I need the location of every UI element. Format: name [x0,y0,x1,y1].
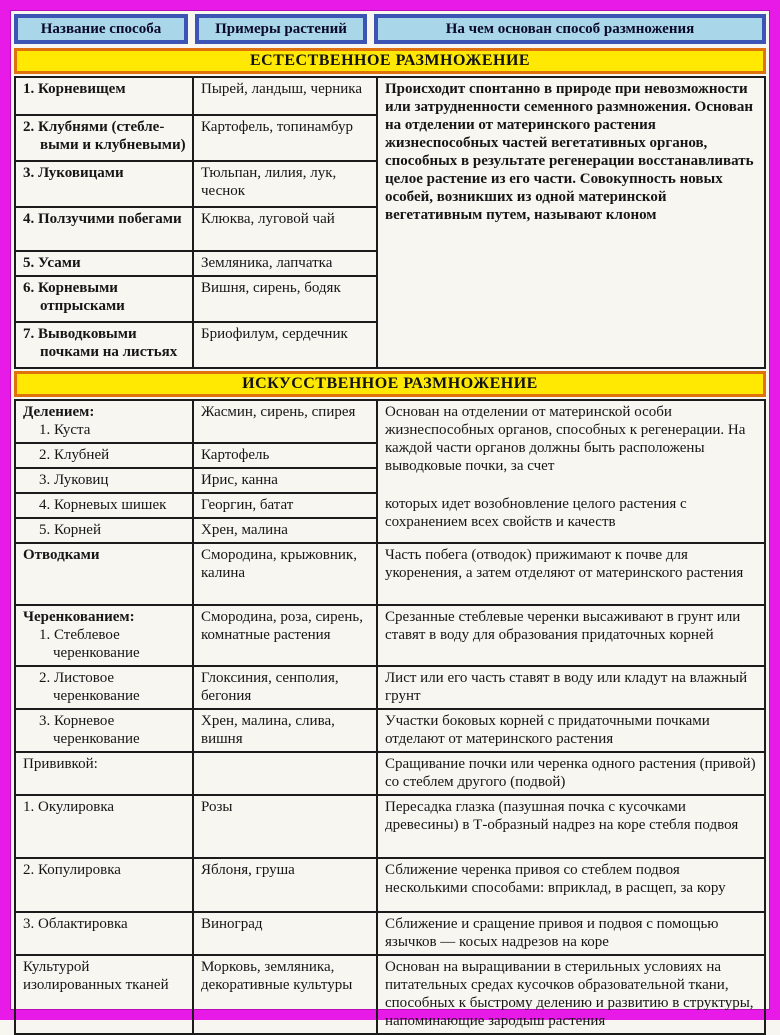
method-cell: 4. Корневых шишек [15,493,193,518]
division-basis-cell [377,400,765,543]
examples-cell: Вишня, сирень, бодяк [193,276,377,322]
examples-cell: Смородина, роза, сирень, комнатные растения [193,605,377,666]
artificial-table [14,399,766,1035]
method-cell: 3. Корневое черенкование [15,709,193,752]
table-row [15,858,765,912]
table-row [15,666,765,709]
method-cell: Культурой изолированных тканей [15,955,193,1034]
method-cell: 5. Корней [15,518,193,543]
examples-cell: Яблоня, груша [193,858,377,912]
method-cell: Отводками [15,543,193,605]
examples-cell: Жасмин, сирень, спирея [193,400,377,443]
table-row [15,955,765,1034]
method-cell: 1. Окулировка [15,795,193,858]
examples-cell [193,752,377,795]
basis-cell: Сближение и сращение привоя и подвоя с помощью язычков — косых надрезов на коре [377,912,765,955]
examples-cell: Клюква, луговой чай [193,207,377,251]
examples-cell: Тюльпан, лилия, лук, чеснок [193,161,377,207]
method-cell: 4. Ползучими побегами [15,207,193,251]
examples-cell: Бриофилум, сердечник [193,322,377,368]
examples-cell: Георгин, батат [193,493,377,518]
basis-cell: Сближение черенка привоя со стеблем подвоя несколькими способами: вприклад, в расщеп, за кору [377,858,765,912]
method-cell: 2. Клубней [15,443,193,468]
table-row [15,605,765,666]
table-row [15,795,765,858]
examples-cell: Земляника, лапчатка [193,251,377,276]
method-cell: 3. Облактировка [15,912,193,955]
table-row [15,912,765,955]
basis-cell: Часть побега (отводок) прижимают к почве для укоренения, а затем отделяют от материнского растения [377,543,765,605]
natural-basis-cell [377,77,765,368]
group-title: Делением: [23,404,95,420]
division-basis-p2: которых идет возобновление целого растения с сохранением всех свойств и качеств [385,496,687,530]
examples-cell: Картофель [193,443,377,468]
method-cell: 7. Выводковыми почками на листьях [15,322,193,368]
basis-keyword: клоном [605,207,657,223]
method-cell: 2. Листовое черенкование [15,666,193,709]
group-title: Черенкованием: [23,609,135,625]
examples-cell: Морковь, земляника, декоративные культуры [193,955,377,1034]
basis-cell: Пересадка глазка (пазушная почка с кусочками древесины) в Т-образный надрез на коре стебля подвоя [377,795,765,858]
header-col-basis: На чем основан способ размножения [374,14,766,44]
examples-cell: Глоксиния, сенполия, бегония [193,666,377,709]
examples-cell: Смородина, крыжовник, калина [193,543,377,605]
basis-cell: Срезанные стеблевые черенки высаживают в грунт или ставят в воду для образования придаточных корней [377,605,765,666]
table-row [15,752,765,795]
table-header [14,14,766,44]
header-col-examples: Примеры растений [195,14,367,44]
method-cell: Делением: 1. Куста [15,400,193,443]
artificial-section-banner: ИСКУССТВЕННОЕ РАЗМНОЖЕНИЕ [14,371,766,397]
basis-cell: Основан на выращивании в стерильных условиях на питательных средах кусочков образовательной ткани, способных к быстрому делению и развитию в структуры, напоминающие зародыш растения [377,955,765,1034]
natural-table [14,76,766,369]
method-cell: 3. Луковицами [15,161,193,207]
method-cell: 6. Корневыми отпрысками [15,276,193,322]
method-cell: Прививкой: [15,752,193,795]
examples-cell: Пырей, ландыш, черника [193,77,377,115]
table-row [15,543,765,605]
division-basis-p1: Основан на отделении от материнской особи жизнеспособных органов, способных к регенерации. На каждой части органов должны быть расположены выводковые почки, за счет [385,404,746,474]
method-cell: 5. Усами [15,251,193,276]
basis-cell: Лист или его часть ставят в воду или кладут на влажный грунт [377,666,765,709]
examples-cell: Розы [193,795,377,858]
natural-section-banner: ЕСТЕСТВЕННОЕ РАЗМНОЖЕНИЕ [14,48,766,74]
method-cell: Черенкованием: 1. Стеблевое черенкование [15,605,193,666]
examples-cell: Виноград [193,912,377,955]
table-row [15,400,765,443]
method-cell: 1. Корневищем [15,77,193,115]
examples-cell: Хрен, малина, слива, вишня [193,709,377,752]
method-cell: 2. Копулировка [15,858,193,912]
examples-cell: Хрен, малина [193,518,377,543]
method-cell: 3. Луковиц [15,468,193,493]
table-row [15,77,765,115]
table-row [15,709,765,752]
header-col-method: Название способа [14,14,188,44]
natural-basis-text: Происходит спонтанно в природе при невозможности или затрудненности семенного размножения. Основан на отделении от материнского растения жизнеспособных частей вегетативных органов, способных в результате регенерации восстанавливать целое растение из его части. Совокупность новых особей, возникших из одной материнской вегетативным путем, называют [385,81,754,223]
basis-cell: Участки боковых корней с придаточными почками отделают от материнского растения [377,709,765,752]
examples-cell: Картофель, топинамбур [193,115,377,161]
examples-cell: Ирис, канна [193,468,377,493]
basis-cell: Сращивание почки или черенка одного растения (привой) со стеблем другого (подвой) [377,752,765,795]
method-cell: 2. Клубнями (стебле-выми и клубневыми) [15,115,193,161]
